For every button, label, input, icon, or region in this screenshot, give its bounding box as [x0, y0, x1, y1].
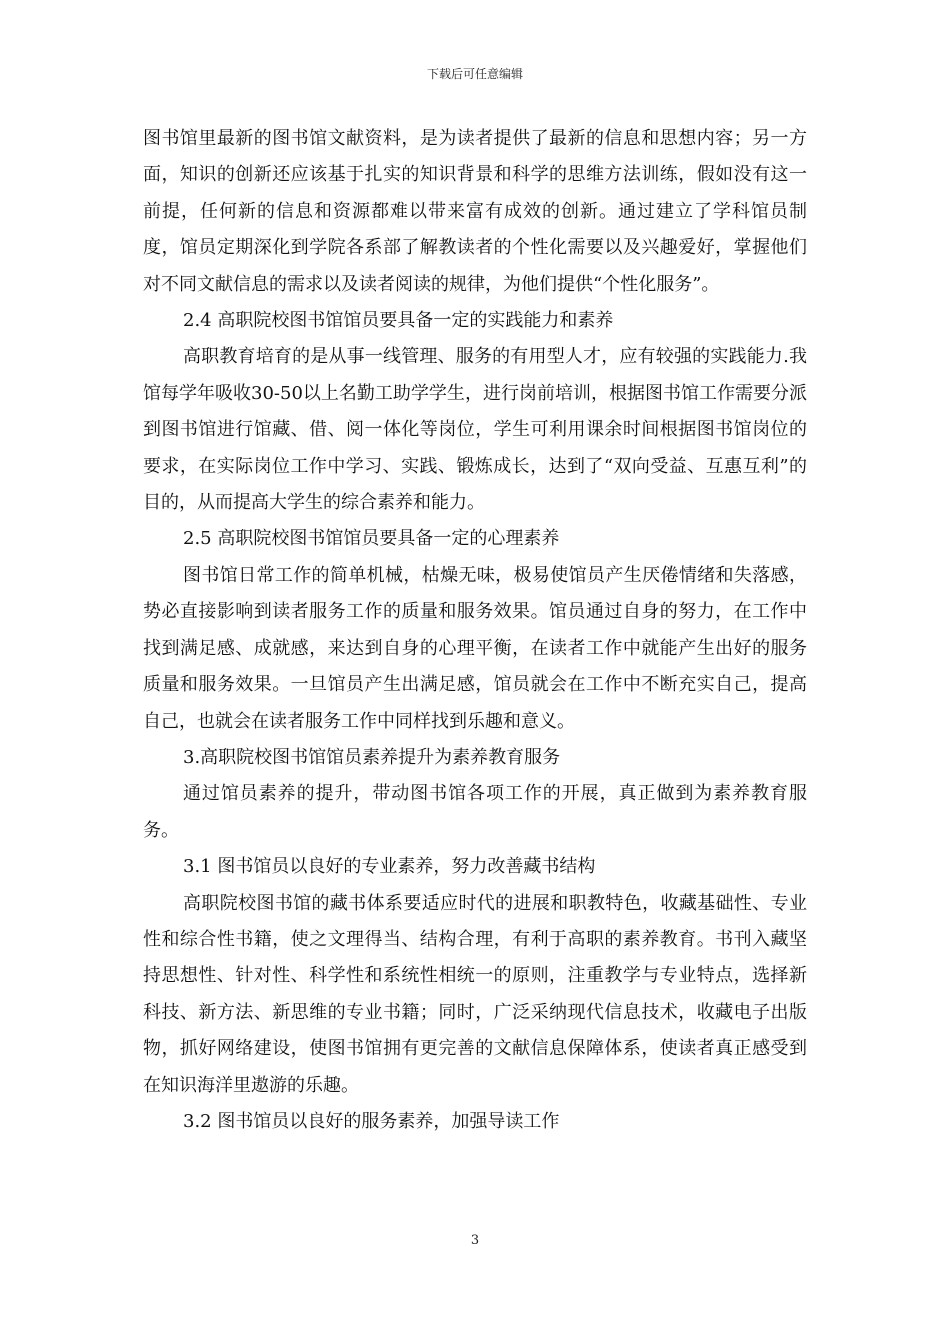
- document-body: [143, 121, 807, 1140]
- section-heading-3-1: 3.1 图书馆员以良好的专业素养，努力改善藏书结构: [183, 856, 596, 878]
- paragraph-continued: 图书馆里最新的图书馆文献资料，是为读者提供了最新的信息和思想内容；另一方面，知识的创新还应该基于扎实的知识背景和科学的思维方法训练，假如没有这一前提，任何新的信息和资源都难以带来富有成效的创新。通过建立了学科馆员制度，馆员定期深化到学院各系部了解教读者的个性化需要以及兴趣爱好，掌握他们对不同文献信息的需求以及读者阅读的规律，为他们提供“个性化服务”。: [143, 128, 807, 295]
- section-heading-3: 3.高职院校图书馆馆员素养提升为素养教育服务: [183, 746, 561, 768]
- paragraph-quality-education: 通过馆员素养的提升，带动图书馆各项工作的开展，真正做到为素养教育服务。: [143, 783, 807, 841]
- section-heading-2-4: 2.4 高职院校图书馆馆员要具备一定的实践能力和素养: [183, 310, 614, 332]
- paragraph-collection-structure: 高职院校图书馆的藏书体系要适应时代的进展和职教特色，收藏基础性、专业性和综合性书籍，使之文理得当、结构合理，有利于高职的素养教育。书刊入藏坚持思想性、针对性、科学性和系统性相统一的原则，注重教学与专业特点，选择新科技、新方法、新思维的专业书籍；同时，广泛采纳现代信息技术，收藏电子出版物，抓好网络建设，使图书馆拥有更完善的文献信息保障体系，使读者真正感受到在知识海洋里遨游的乐趣。: [143, 892, 807, 1096]
- page-header-note: 下载后可任意编辑: [426, 67, 523, 81]
- page-number: 3: [470, 1233, 480, 1248]
- paragraph-practice-ability: 高职教育培育的是从事一线管理、服务的有用型人才，应有较强的实践能力.我馆每学年吸收30-50以上名勤工助学学生，进行岗前培训，根据图书馆工作需要分派到图书馆进行馆藏、借、阅一体化等岗位，学生可利用课余时间根据图书馆岗位的要求，在实际岗位工作中学习、实践、锻炼成长，达到了“双向受益、互惠互利”的目的，从而提高大学生的综合素养和能力。: [143, 346, 807, 514]
- section-heading-3-2: 3.2 图书馆员以良好的服务素养，加强导读工作: [183, 1110, 560, 1132]
- section-heading-2-5: 2.5 高职院校图书馆馆员要具备一定的心理素养: [183, 528, 560, 550]
- paragraph-psychological-quality: 图书馆日常工作的简单机械，枯燥无味，极易使馆员产生厌倦情绪和失落感，势必直接影响到读者服务工作的质量和服务效果。馆员通过自身的努力，在工作中找到满足感、成就感，来达到自身的心理平衡，在读者工作中就能产生出好的服务质量和服务效果。一旦馆员产生出满足感，馆员就会在工作中不断充实自己，提高自己，也就会在读者服务工作中同样找到乐趣和意义。: [143, 564, 807, 732]
